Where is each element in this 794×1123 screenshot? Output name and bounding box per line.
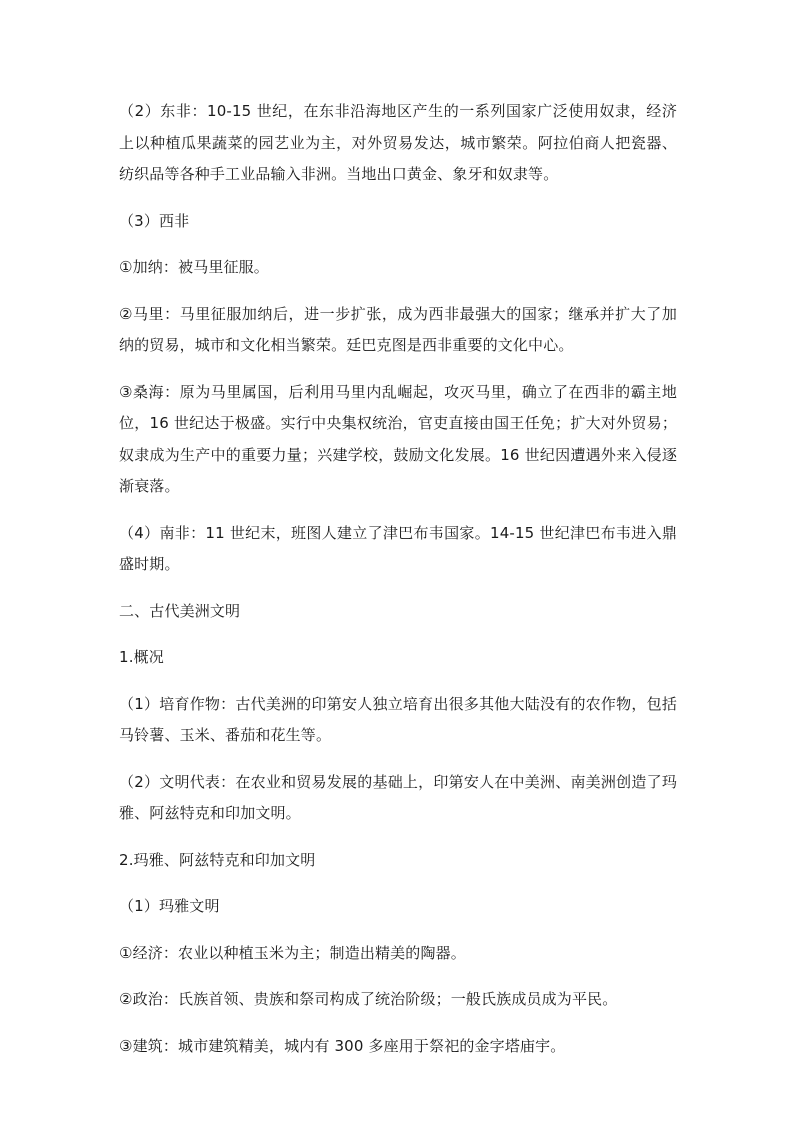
paragraph-maya-architecture: ③建筑：城市建筑精美，城内有 300 多座用于祭祀的金字塔庙宇。 bbox=[119, 1036, 566, 1055]
subheading-overview: 1.概况 bbox=[119, 648, 164, 666]
paragraph-ghana: ①加纳：被马里征服。 bbox=[119, 258, 269, 276]
paragraph-mali: ②马里：马里征服加纳后，进一步扩张，成为西非最强大的国家；继承并扩大了加纳的贸易，城市和文化相当繁荣。廷巴克图是西非重要的文化中心。 bbox=[119, 304, 677, 354]
subheading-maya-aztec-inca: 2.玛雅、阿兹特克和印加文明 bbox=[119, 850, 316, 869]
paragraph-crops: （1）培育作物：古代美洲的印第安人独立培育出很多其他大陆没有的农作物，包括马铃薯、玉米、番茄和花生等。 bbox=[119, 694, 677, 744]
document-body bbox=[119, 96, 677, 1077]
paragraph-maya-economy: ①经济：农业以种植玉米为主；制造出精美的陶器。 bbox=[119, 943, 466, 962]
paragraph-songhai: ③桑海：原为马里属国，后利用马里内乱崛起，攻灭马里，确立了在西非的霸主地位，16 世纪达于极盛。实行中央集权统治，官吏直接由国王任免；扩大对外贸易；奴隶成为生产中的重要力量；兴建学校，鼓励文化发展。16 世纪因遭遇外来入侵逐渐衰落。 bbox=[119, 382, 677, 495]
heading-maya: （1）玛雅文明 bbox=[119, 897, 220, 915]
paragraph-maya-politics: ②政治：氏族首领、贵族和祭司构成了统治阶级；一般氏族成员成为平民。 bbox=[119, 990, 618, 1008]
paragraph-east-africa: （2）东非：10-15 世纪，在东非沿海地区产生的一系列国家广泛使用奴隶，经济上以种植瓜果蔬菜的园艺业为主，对外贸易发达，城市繁荣。阿拉伯商人把瓷器、纺织品等各种手工业品输入非洲。当地出口黄金、象牙和奴隶等。 bbox=[119, 102, 677, 183]
section-heading-americas: 二、古代美洲文明 bbox=[119, 601, 241, 620]
paragraph-south-africa: （4）南非：11 世纪末，班图人建立了津巴布韦国家。14-15 世纪津巴布韦进入鼎盛时期。 bbox=[119, 523, 677, 573]
paragraph-civilizations: （2）文明代表：在农业和贸易发展的基础上，印第安人在中美洲、南美洲创造了玛雅、阿兹特克和印加文明。 bbox=[119, 772, 677, 822]
heading-west-africa: （3）西非 bbox=[119, 211, 190, 230]
